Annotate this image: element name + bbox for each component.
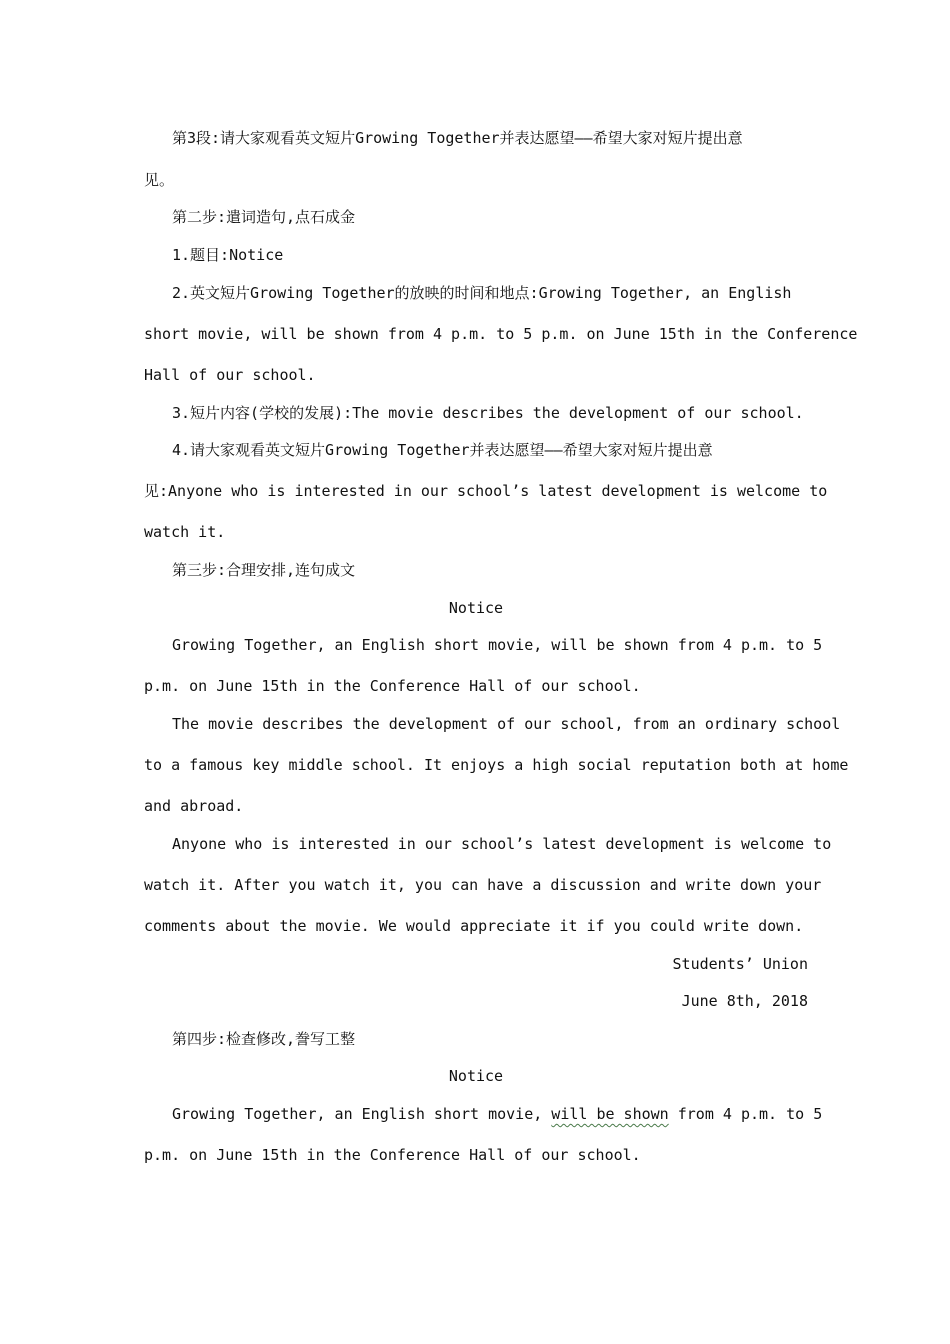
paragraph-line: [172, 1104, 823, 1124]
paragraph-line: watch it. After you watch it, you can have a discussion and write down your: [144, 876, 822, 894]
signature: Students’ Union: [672, 955, 808, 973]
date: June 8th, 2018: [681, 992, 808, 1010]
paragraph-line: p.m. on June 15th in the Conference Hall of our school.: [144, 677, 641, 695]
paragraph-line: 见:Anyone who is interested in our school’s latest development is welcome to: [144, 482, 828, 500]
paragraph-line: and abroad.: [144, 797, 244, 815]
paragraph-line: 见。: [144, 171, 175, 189]
text-segment: Growing Together, an English short movie,: [172, 1105, 552, 1123]
paragraph-line: Hall of our school.: [144, 366, 316, 384]
paragraph-line: 1.题目:Notice: [172, 246, 284, 264]
paragraph-line: comments about the movie. We would appreciate it if you could write down.: [144, 917, 804, 935]
step-heading: 第四步:检查修改,誊写工整: [172, 1030, 356, 1048]
paragraph-line: 4.请大家观看英文短片Growing Together并表达愿望——希望大家对短片提出意: [172, 441, 713, 459]
paragraph-line: The movie describes the development of our school, from an ordinary school: [172, 715, 841, 733]
step-heading: 第二步:遣词造句,点石成金: [172, 208, 356, 226]
step-heading: 第三步:合理安排,连句成文: [172, 561, 356, 579]
paragraph-line: Growing Together, an English short movie, will be shown from 4 p.m. to 5: [172, 636, 823, 654]
notice-title: Notice: [448, 1067, 504, 1085]
paragraph-line: watch it.: [144, 523, 226, 541]
highlighted-phrase: will be shown: [551, 1105, 669, 1123]
paragraph-line: short movie, will be shown from 4 p.m. to 5 p.m. on June 15th in the Conference: [144, 325, 858, 343]
paragraph-line: to a famous key middle school. It enjoys a high social reputation both at home: [144, 756, 849, 774]
paragraph-line: p.m. on June 15th in the Conference Hall of our school.: [144, 1146, 641, 1164]
text-segment: from 4 p.m. to 5: [668, 1105, 823, 1123]
paragraph-line: 第3段:请大家观看英文短片Growing Together并表达愿望——希望大家对短片提出意: [172, 129, 743, 147]
paragraph-line: 3.短片内容(学校的发展):The movie describes the development of our school.: [172, 404, 804, 422]
notice-title: Notice: [448, 599, 504, 617]
paragraph-line: Anyone who is interested in our school’s latest development is welcome to: [172, 835, 832, 853]
paragraph-line: 2.英文短片Growing Together的放映的时间和地点:Growing Together, an English: [172, 284, 792, 302]
